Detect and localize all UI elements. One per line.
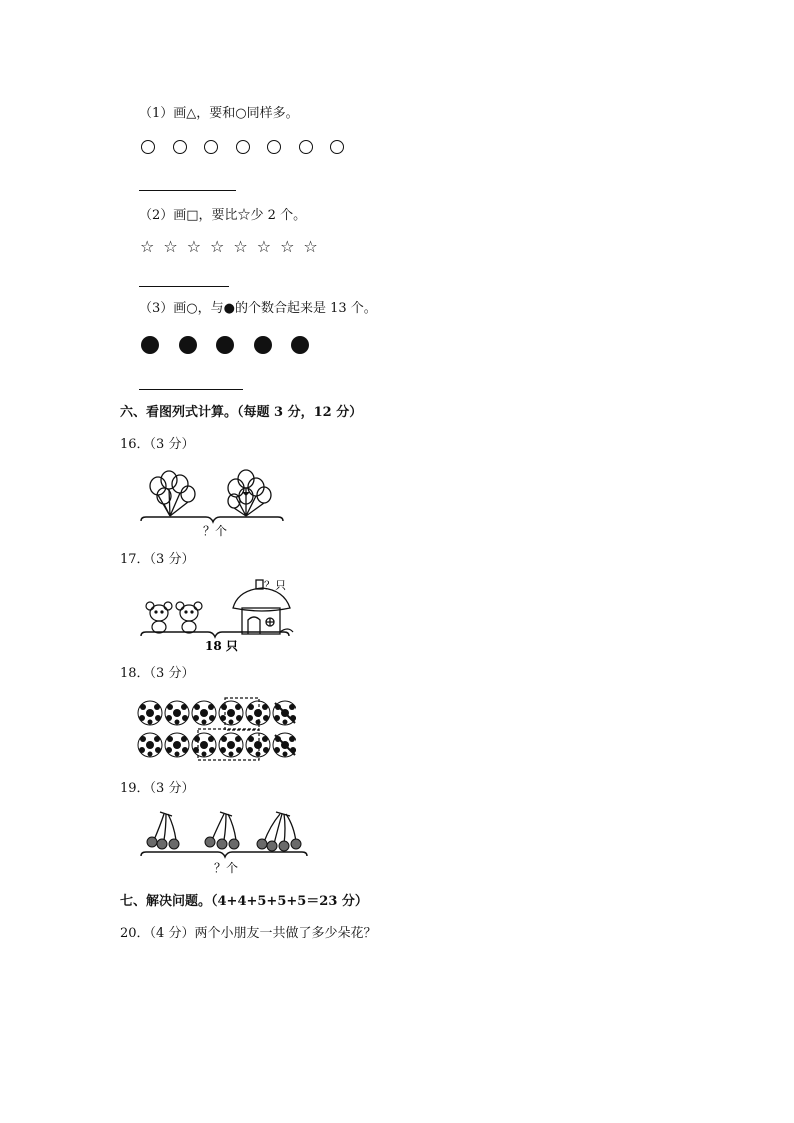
answer-line-2[interactable] <box>139 286 229 287</box>
cherry-icon <box>257 839 301 851</box>
soccer-ball-icon <box>273 733 296 757</box>
brace-label: 18 只 <box>205 639 238 653</box>
filled-circle-icon <box>216 336 234 354</box>
question-17-label: 17．（3 分） <box>120 552 195 567</box>
question-20-label: 20．（4 分）两个小朋友一共做了多少朵花？ <box>120 926 377 941</box>
star-icon: ☆ <box>186 237 202 256</box>
star-icon: ☆ <box>256 237 272 256</box>
answer-line-3[interactable] <box>139 389 243 390</box>
cherry-group-right <box>264 812 296 844</box>
koala-icon <box>176 602 202 633</box>
balloon-group-left <box>150 471 195 516</box>
soccer-balls-figure <box>136 696 296 764</box>
question-18-label: 18．（3 分） <box>120 666 195 681</box>
hollow-circle-icon <box>299 140 313 154</box>
section-6-heading: 六、看图列式计算。（每题 3 分，12 分） <box>120 405 363 420</box>
soccer-ball-icon <box>165 701 189 725</box>
star-icon: ☆ <box>280 237 295 256</box>
soccer-ball-icon <box>246 701 270 725</box>
hollow-circle-icon <box>267 140 281 154</box>
question-16-label: 16．（3 分） <box>120 437 195 452</box>
soccer-ball-icon <box>138 733 162 757</box>
hollow-circle-icon <box>141 140 155 154</box>
soccer-ball-icon <box>219 733 243 757</box>
soccer-ball-icon <box>192 701 216 725</box>
filled-circle-icon <box>254 336 272 354</box>
balloons-figure <box>138 464 288 538</box>
brace-label: ？个 <box>214 861 239 875</box>
soccer-ball-icon <box>246 733 270 757</box>
star-icon: ☆ <box>140 237 155 256</box>
filled-circle-icon <box>179 336 197 354</box>
soccer-ball-icon <box>219 701 243 725</box>
koala-icon <box>146 602 172 633</box>
cherry-group-middle <box>212 812 236 840</box>
section-7-heading: 七、解决问题。（4+4+5+5+5＝23 分） <box>120 894 368 909</box>
cherry-icon <box>147 837 179 849</box>
brace <box>141 852 307 857</box>
filled-circle-icon <box>291 336 309 354</box>
brace-label: ？个 <box>203 524 228 538</box>
stars-row <box>140 239 318 255</box>
question-1-text: （1）画△，要和○同样多。 <box>139 106 299 121</box>
question-3-text: （3）画○，与●的个数合起来是 13 个。 <box>139 301 377 316</box>
balloon-group-right <box>228 470 271 516</box>
cherries-figure <box>138 806 313 880</box>
koalas-mushroom-figure <box>138 576 296 656</box>
star-icon: ☆ <box>163 237 178 256</box>
heart-icon <box>242 492 250 496</box>
hollow-circle-icon <box>173 140 187 154</box>
hollow-circle-icon <box>236 140 250 154</box>
star-icon: ☆ <box>233 237 248 256</box>
cherry-icon <box>205 837 239 849</box>
cherry-group-left <box>154 812 176 840</box>
soccer-ball-icon <box>192 733 216 757</box>
question-2-text: （2）画□，要比☆少 2 个。 <box>139 208 307 223</box>
brace <box>141 517 283 522</box>
hollow-circles-row <box>141 140 344 154</box>
hollow-circle-icon <box>330 140 344 154</box>
soccer-ball-icon <box>138 701 162 725</box>
answer-line-1[interactable] <box>139 190 236 191</box>
soccer-ball-icon <box>273 701 296 725</box>
question-19-label: 19．（3 分） <box>120 781 195 796</box>
hollow-circle-icon <box>204 140 218 154</box>
star-icon: ☆ <box>210 237 225 256</box>
filled-circle-icon <box>141 336 159 354</box>
soccer-ball-icon <box>165 733 189 757</box>
top-label: ？只 <box>264 579 286 592</box>
star-icon: ☆ <box>303 237 318 256</box>
filled-circles-row <box>141 336 309 354</box>
